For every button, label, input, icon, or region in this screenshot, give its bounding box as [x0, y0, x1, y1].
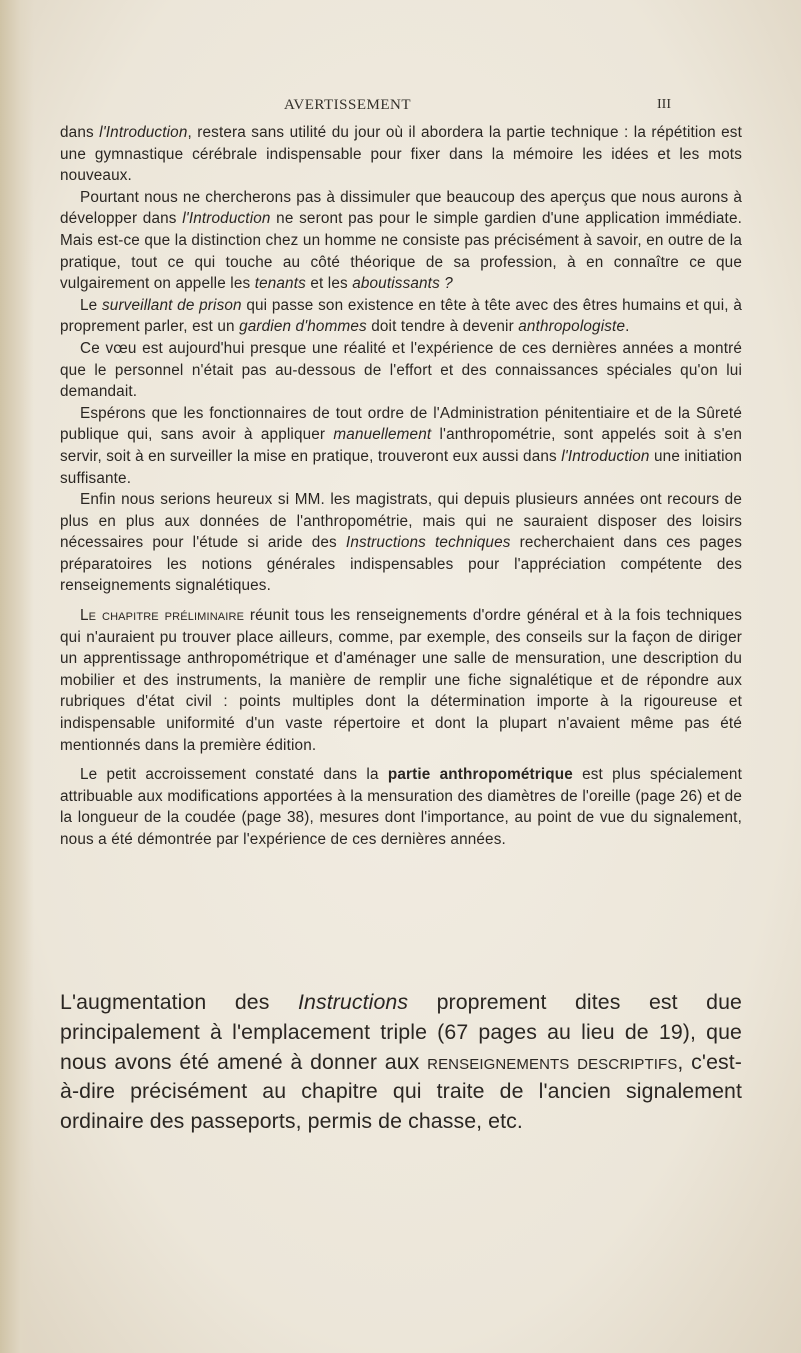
- paragraph-9: [60, 988, 742, 1137]
- text-run: est plus spécialement attribuable aux modifications apportées à la mensuration des diamètres de l'oreille (page 26) et de la longueur de la coudée (page 38), mesures dont l'importance, au point de vue du signalement, nous a été démontrée par l'expérience de ces dernières années.: [60, 766, 742, 848]
- text-run: Pourtant nous ne chercherons pas à dissimuler que beaucoup des aperçus que nous aurons à développer dans: [60, 188, 742, 228]
- text-run-italic: Instructions techniques: [345, 534, 511, 552]
- page-number: III: [657, 97, 671, 112]
- paragraph-1: [60, 122, 742, 187]
- text-run-italic: aboutissants ?: [352, 275, 453, 293]
- page-edge: [0, 0, 34, 1353]
- text-run: ne seront pas pour le simple gardien d'une application immédiate. Mais est-ce que la distinction chez un homme ne consiste pas précisément à savoir, en outre de la pratique, tout ce qui touche au côté théorique de sa profession, à en connaître ce que vulgairement on appelle les: [60, 210, 742, 293]
- text-run-italic: l'Introduction: [99, 124, 188, 141]
- body-text: [60, 122, 742, 851]
- paragraph-5: [60, 403, 742, 489]
- text-run-bold: partie anthropométrique: [387, 766, 573, 784]
- text-run-italic: gardien d'hommes: [239, 318, 367, 336]
- text-run-italic: l'Introduction: [182, 210, 271, 228]
- text-run: Enfin nous serions heureux si MM. les magistrats, qui depuis plusieurs années ont recours de plus en plus aux données de l'anthropométrie, mais qui ne sauraient disposer des loisirs nécessaires pour l'étude si aride des: [60, 491, 742, 552]
- text-run-italic: anthropologiste: [518, 318, 626, 336]
- text-run-italic: manuellement: [333, 426, 432, 444]
- text-run-italic: surveillant de prison: [101, 296, 242, 314]
- paragraph-6: [60, 489, 742, 597]
- text-run-italic: Instructions: [297, 990, 409, 1014]
- text-run: , restera sans utilité du jour où il abordera la partie technique : la répétition est une gymnastique cérébrale indispensable pour fixer dans la mémoire les idées et les mots nouveaux.: [60, 124, 742, 185]
- text-run: proprement dites est due principalement à l'emplacement triple (67 pages au lieu de 19), que nous avons été amené à donner aux: [60, 990, 742, 1074]
- paragraph-4: Ce vœu est aujourd'hui presque une réalité et l'expérience de ces dernières années a montré que le personnel n'était pas au-dessous de l'effort et des connaissances spéciales qu'on lui demandait.: [60, 339, 742, 401]
- text-run: réunit tous les renseignements d'ordre général et à la fois techniques qui n'auraient pu trouver place ailleurs, comme, par exemple, des conseils sur la façon de diriger un apprentissage anthropométrique et d'aménager une salle de mensuration, une description du mobilier et des instruments, la manière de remplir une fiche signalétique et de répondre aux rubriques d'état civil : points multiples dont la détermination importe à la rigoureuse et indispensable uniformité d'un vaste répertoire et dont la plupart n'avaient même pas été mentionnés dans la première édition.: [60, 607, 742, 754]
- text-run: l'anthropométrie, sont appelés soit à s'en servir, soit à en surveiller la mise en pratique, trouveront eux aussi dans: [60, 426, 742, 465]
- text-run: dans: [60, 124, 100, 141]
- text-run: une initiation suffisante.: [60, 447, 743, 487]
- text-run-italic: tenants: [254, 275, 306, 293]
- paragraph-8: [60, 764, 742, 850]
- text-run-small-caps: renseignements descriptifs: [427, 1049, 678, 1074]
- text-run: et les: [305, 275, 353, 293]
- text-run: qui passe son existence en tête à tête avec des êtres humains et qui, à proprement parler, est un: [60, 296, 742, 336]
- text-run: Espérons que les fonctionnaires de tout ordre de l'Administration pénitentiaire et de la Sûreté publique qui, sans avoir à appliquer: [60, 404, 742, 444]
- paragraph-3: [60, 295, 742, 338]
- text-run: recherchaient dans ces pages préparatoires les notions générales indispensables pour l'appréciation compétente des renseignements signalétiques.: [60, 534, 742, 595]
- text-run-italic: l'Introduction: [561, 447, 650, 465]
- running-head: AVERTISSEMENT: [284, 97, 411, 113]
- text-run: Le petit accroissement constaté dans la: [80, 766, 388, 784]
- text-run: , c'est-à-dire précisément au chapitre qui traite de l'ancien signalement ordinaire des passeports, permis de chasse, etc.: [60, 1049, 742, 1134]
- text-run: doit tendre à devenir: [366, 318, 519, 336]
- paragraph-2: [60, 187, 742, 295]
- large-type-paragraph: [60, 988, 742, 1137]
- text-run: .: [625, 318, 630, 336]
- text-run: Le: [80, 296, 102, 314]
- text-run: L'augmentation des: [60, 990, 298, 1014]
- paragraph-7: [60, 605, 742, 756]
- text-run-small-caps: Le chapitre préliminaire: [80, 607, 245, 625]
